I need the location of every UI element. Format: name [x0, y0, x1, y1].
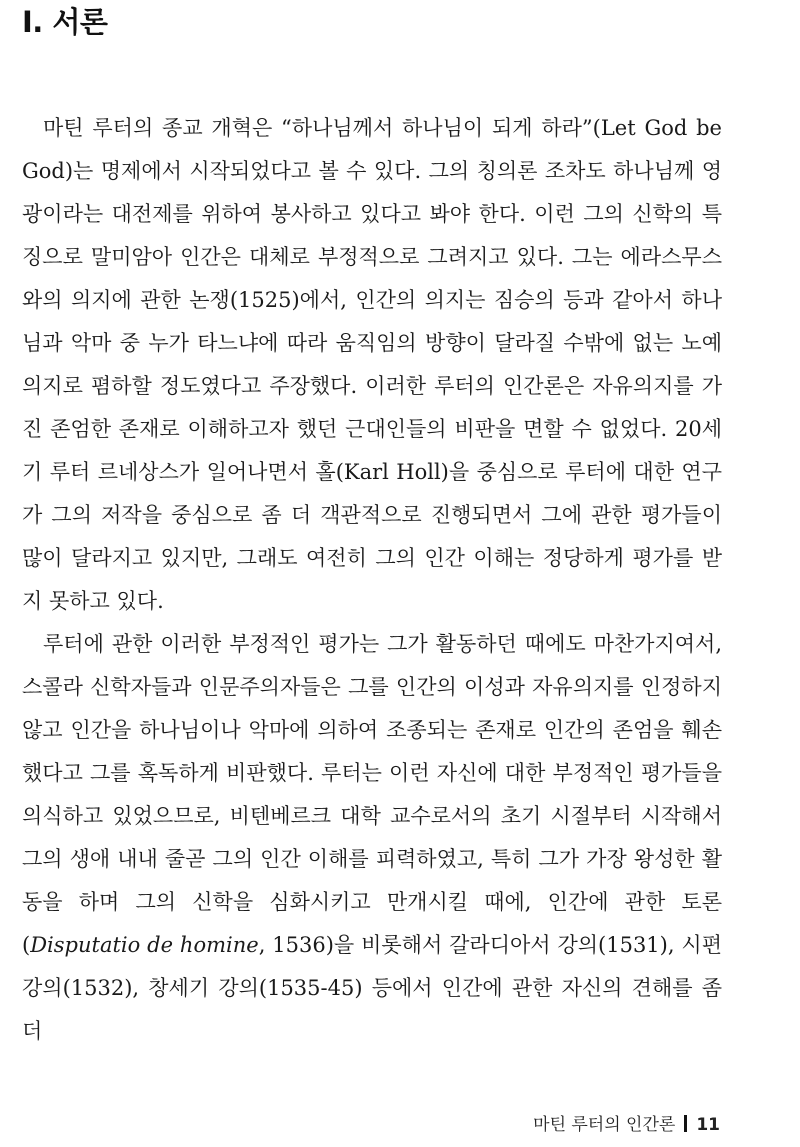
body-text: [22, 107, 722, 1053]
paragraph-2-text-start: 루터에 관한 이러한 부정적인 평가는 그가 활동하던 때에도 마찬가지여서, 스콜라 신학자들과 인문주의자들은 그를 인간의 이성과 자유의지를 인정하지 않고 인간을 하나님이나 악마에 의하여 조종되는 존재로 인간의 존엄을 훼손했다고 그를 혹독하게 비판했다. 루터는 이런 자신에 대한 부정적인 평가들을 의식하고 있었으므로, 비텐베르크 대학 교수로서의 초기 시절부터 시작해서 그의 생애 내내 줄곧 그의 인간 이해를 피력하였고, 특히 그가 가장 왕성한 활동을 하며 그의 신학을 심화시키고 만개시킬 때에, 인간에 관한 토론(: [22, 632, 722, 957]
latin-work-title: Disputatio de homine: [30, 933, 259, 957]
footer-separator: [684, 1115, 687, 1132]
paragraph-2-text-end: , 1536)을 비롯해서 갈라디아서 강의(1531), 시편강의(1532), 창세기 강의(1535-45) 등에서 인간에 관한 자신의 견해를 좀 더: [22, 933, 722, 1043]
page-number: 11: [696, 1115, 720, 1135]
paragraph-2: [22, 623, 722, 1053]
chapter-title: I. 서론: [22, 5, 108, 39]
running-title: 마틴 루터의 인간론: [533, 1115, 676, 1135]
page-footer: [533, 1112, 720, 1138]
paragraph-1: 마틴 루터의 종교 개혁은 “하나님께서 하나님이 되게 하라”(Let God be God)는 명제에서 시작되었다고 볼 수 있다. 그의 칭의론 조차도 하나님께 영광이라는 대전제를 위하여 봉사하고 있다고 봐야 한다. 이런 그의 신학의 특징으로 말미암아 인간은 대체로 부정적으로 그려지고 있다. 그는 에라스무스와의 의지에 관한 논쟁(1525)에서, 인간의 의지는 짐승의 등과 같아서 하나님과 악마 중 누가 타느냐에 따라 움직임의 방향이 달라질 수밖에 없는 노예의지로 폄하할 정도였다고 주장했다. 이러한 루터의 인간론은 자유의지를 가진 존엄한 존재로 이해하고자 했던 근대인들의 비판을 면할 수 없었다. 20세기 루터 르네상스가 일어나면서 홀(Karl Holl)을 중심으로 루터에 대한 연구가 그의 저작을 중심으로 좀 더 객관적으로 진행되면서 그에 관한 평가들이 많이 달라지고 있지만, 그래도 여전히 그의 인간 이해는 정당하게 평가를 받지 못하고 있다.: [22, 116, 722, 613]
